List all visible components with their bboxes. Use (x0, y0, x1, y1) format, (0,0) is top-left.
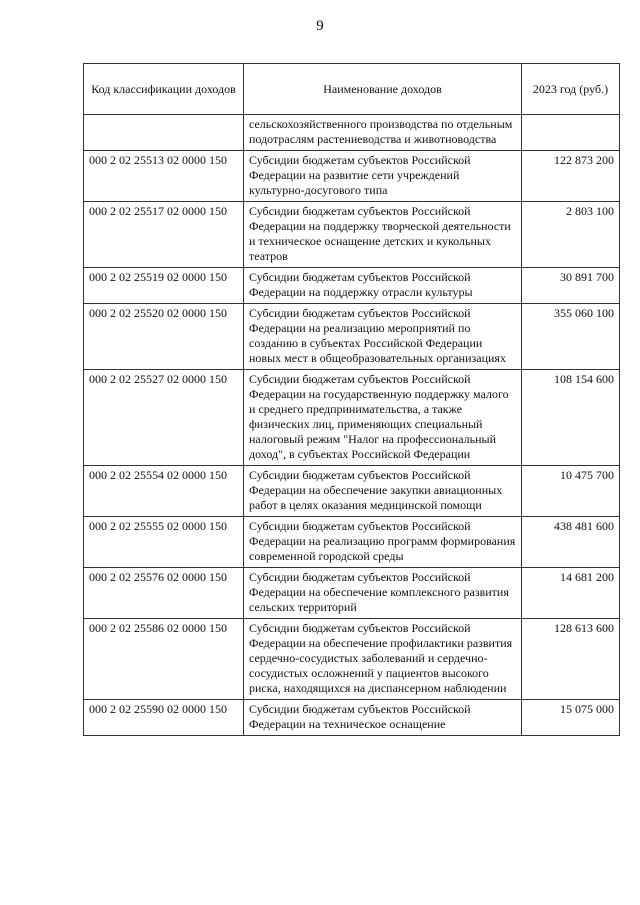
cell-amount: 10 475 700 (522, 466, 620, 517)
cell-name: Субсидии бюджетам субъектов Российской Федерации на государственную поддержку малого и среднего предпринимательства, а также физических лиц, применяющих специальный налоговый режим "Налог на профессиональный доход", в субъектах Российской Федерации (244, 370, 522, 466)
income-table (83, 63, 620, 736)
cell-code: 000 2 02 25513 02 0000 150 (84, 151, 244, 202)
cell-amount (522, 115, 620, 151)
cell-amount: 128 613 600 (522, 619, 620, 700)
cell-code: 000 2 02 25527 02 0000 150 (84, 370, 244, 466)
table-row (84, 115, 620, 151)
table-row (84, 619, 620, 700)
cell-code: 000 2 02 25586 02 0000 150 (84, 619, 244, 700)
header-name: Наименование доходов (244, 64, 522, 115)
table-row (84, 151, 620, 202)
cell-name: Субсидии бюджетам субъектов Российской Федерации на развитие сети учреждений культурно-досугового типа (244, 151, 522, 202)
header-code: Код классификации доходов (84, 64, 244, 115)
cell-name: Субсидии бюджетам субъектов Российской Федерации на обеспечение профилактики развития сердечно-сосудистых заболеваний и сердечно-сосудистых осложнений у пациентов высокого риска, находящихся на диспансерном наблюдении (244, 619, 522, 700)
cell-name: Субсидии бюджетам субъектов Российской Федерации на техническое оснащение (244, 700, 522, 736)
table-row (84, 517, 620, 568)
cell-code: 000 2 02 25517 02 0000 150 (84, 202, 244, 268)
cell-amount: 108 154 600 (522, 370, 620, 466)
cell-name: Субсидии бюджетам субъектов Российской Федерации на обеспечение комплексного развития сельских территорий (244, 568, 522, 619)
table-row (84, 568, 620, 619)
header-amount: 2023 год (руб.) (522, 64, 620, 115)
cell-name: Субсидии бюджетам субъектов Российской Федерации на реализацию программ формирования современной городской среды (244, 517, 522, 568)
table-row (84, 304, 620, 370)
cell-code: 000 2 02 25590 02 0000 150 (84, 700, 244, 736)
cell-name: Субсидии бюджетам субъектов Российской Федерации на поддержку творческой деятельности и техническое оснащение детских и кукольных театров (244, 202, 522, 268)
cell-name: Субсидии бюджетам субъектов Российской Федерации на обеспечение закупки авиационных работ в целях оказания медицинской помощи (244, 466, 522, 517)
cell-amount: 355 060 100 (522, 304, 620, 370)
cell-code: 000 2 02 25520 02 0000 150 (84, 304, 244, 370)
table-row (84, 268, 620, 304)
cell-amount: 2 803 100 (522, 202, 620, 268)
cell-amount: 14 681 200 (522, 568, 620, 619)
table-row (84, 700, 620, 736)
table-header (84, 64, 620, 115)
cell-amount: 122 873 200 (522, 151, 620, 202)
cell-amount: 30 891 700 (522, 268, 620, 304)
cell-name: Субсидии бюджетам субъектов Российской Федерации на поддержку отрасли культуры (244, 268, 522, 304)
cell-code: 000 2 02 25554 02 0000 150 (84, 466, 244, 517)
cell-code (84, 115, 244, 151)
table-body (84, 115, 620, 736)
cell-amount: 438 481 600 (522, 517, 620, 568)
cell-code: 000 2 02 25519 02 0000 150 (84, 268, 244, 304)
cell-name: Субсидии бюджетам субъектов Российской Федерации на реализацию мероприятий по созданию в субъектах Российской Федерации новых мест в общеобразовательных организациях (244, 304, 522, 370)
table-row (84, 370, 620, 466)
cell-name: сельскохозяйственного производства по отдельным подотраслям растениеводства и животноводства (244, 115, 522, 151)
table-row (84, 202, 620, 268)
cell-amount: 15 075 000 (522, 700, 620, 736)
table-row (84, 466, 620, 517)
cell-code: 000 2 02 25576 02 0000 150 (84, 568, 244, 619)
cell-code: 000 2 02 25555 02 0000 150 (84, 517, 244, 568)
page-number: 9 (316, 18, 324, 34)
header-row (84, 64, 620, 115)
